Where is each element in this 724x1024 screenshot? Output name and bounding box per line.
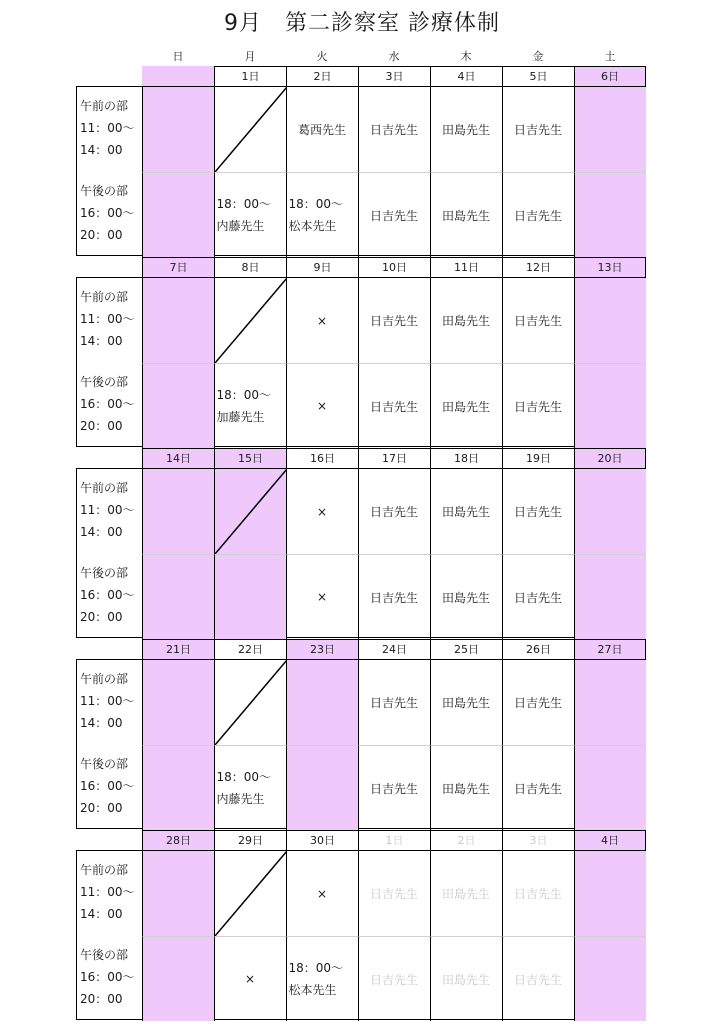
- week-block: [0, 830, 724, 1020]
- schedule-cell: [430, 87, 502, 172]
- schedule-cell-text: 田島先生: [441, 208, 490, 223]
- weekday-tue: 火: [316, 50, 328, 63]
- schedule-cell-text: 田島先生: [441, 972, 490, 987]
- schedule-cell-text: 日吉先生: [513, 505, 562, 519]
- session-label-pm: [77, 745, 143, 830]
- date-cell: [142, 66, 214, 86]
- date-cell: 5日: [502, 66, 574, 86]
- session-label-am: [77, 469, 143, 554]
- date-cell: 11日: [430, 257, 502, 277]
- schedule-cell-text: 日吉先生: [369, 314, 418, 328]
- schedule-cell: [286, 851, 358, 936]
- schedule-cell: [574, 469, 646, 554]
- date-cell: 9日: [286, 257, 358, 277]
- session-label-line: 午後の部: [80, 184, 129, 198]
- date-row: [142, 257, 646, 277]
- schedule-cell: [430, 363, 502, 448]
- schedule-cell: [286, 363, 358, 448]
- schedule-cell: [502, 469, 574, 554]
- schedule-cell-text: 田島先生: [441, 590, 490, 605]
- date-cell: 23日: [286, 639, 358, 659]
- schedule-cell: [502, 172, 574, 257]
- schedule-cell: [142, 278, 214, 363]
- session-label-line: 11：00～: [80, 121, 135, 135]
- schedule-cell: [214, 87, 286, 172]
- date-cell: 10日: [358, 257, 430, 277]
- schedule-cell: [214, 851, 286, 936]
- session-label-line: 14：00: [80, 716, 123, 730]
- session-label-pm: [77, 554, 143, 639]
- date-cell: 28日: [142, 830, 214, 850]
- date-cell: 18日: [430, 448, 502, 468]
- week-block: [0, 448, 724, 638]
- schedule-cell-text: 田島先生: [441, 399, 490, 414]
- date-cell: 13日: [574, 257, 646, 277]
- schedule-cell-text: 日吉先生: [513, 887, 562, 901]
- weekday-wed: 水: [388, 50, 400, 63]
- schedule-cell-text: 田島先生: [441, 781, 490, 796]
- schedule-cell: [214, 660, 286, 745]
- schedule-cell: [574, 87, 646, 172]
- session-label-line: 11：00～: [80, 885, 135, 899]
- schedule-cell: [214, 278, 286, 363]
- date-cell: 2日: [286, 66, 358, 86]
- schedule-cell-text: 日吉先生: [369, 887, 418, 901]
- schedule-cell: [142, 469, 214, 554]
- schedule-cell: [142, 172, 214, 257]
- session-label-line: 11：00～: [80, 694, 135, 708]
- date-cell: 14日: [142, 448, 214, 468]
- schedule-cell: [142, 660, 214, 745]
- session-label-line: 16：00～: [80, 588, 135, 602]
- date-cell: 1日: [358, 830, 430, 850]
- schedule-cell-text: 日吉先生: [369, 781, 418, 796]
- date-cell: 19日: [502, 448, 574, 468]
- schedule-cell: [430, 278, 502, 363]
- date-cell: 12日: [502, 257, 574, 277]
- session-label-pm: [77, 363, 143, 448]
- schedule-cell-text: 日吉先生: [369, 123, 418, 137]
- schedule-cell: [574, 172, 646, 257]
- schedule-cell-text: ×: [316, 504, 328, 519]
- schedule-cell-text: 葛西先生: [297, 123, 346, 137]
- session-label-line: 14：00: [80, 907, 123, 921]
- date-cell: 4日: [430, 66, 502, 86]
- schedule-cell-text: 田島先生: [441, 696, 490, 710]
- date-cell: 3日: [358, 66, 430, 86]
- week-block: [0, 66, 724, 256]
- schedule-cell: [286, 936, 358, 1021]
- schedule-cell-text: 日吉先生: [513, 314, 562, 328]
- closed-slash-icon: [215, 469, 287, 554]
- schedule-cell-text: 日吉先生: [369, 696, 418, 710]
- schedule-cell: [430, 660, 502, 745]
- schedule-cell-text: 日吉先生: [513, 590, 562, 605]
- schedule-cell: [574, 936, 646, 1021]
- session-label-line: 20：00: [80, 610, 123, 624]
- schedule-cell-text: 18：00～ 内藤先生: [216, 770, 272, 806]
- date-cell: 6日: [574, 66, 646, 86]
- date-cell: 21日: [142, 639, 214, 659]
- schedule-cell: [502, 278, 574, 363]
- date-cell: 1日: [214, 66, 286, 86]
- schedule-cell-text: ×: [316, 313, 328, 328]
- closed-slash-icon: [215, 851, 287, 936]
- schedule-cell: [430, 554, 502, 639]
- weekday-fri: 金: [532, 50, 544, 63]
- schedule-cell: [142, 554, 214, 639]
- date-cell: 4日: [574, 830, 646, 850]
- date-cell: 15日: [214, 448, 286, 468]
- schedule-cell: [358, 745, 430, 830]
- schedule-cell: [358, 87, 430, 172]
- schedule-cell-text: 日吉先生: [513, 399, 562, 414]
- session-label-line: 16：00～: [80, 206, 135, 220]
- schedule-cell: [502, 87, 574, 172]
- week-block: [0, 257, 724, 447]
- schedule-cell-text: 日吉先生: [513, 781, 562, 796]
- session-label-line: 午後の部: [80, 757, 129, 771]
- schedule-cell-text: ×: [316, 399, 328, 413]
- schedule-cell: [574, 363, 646, 448]
- session-label-line: 20：00: [80, 419, 123, 433]
- date-row: [142, 639, 646, 659]
- date-cell: 16日: [286, 448, 358, 468]
- date-cell: 17日: [358, 448, 430, 468]
- weekday-header: [142, 48, 646, 64]
- session-label-line: 16：00～: [80, 970, 135, 984]
- session-label-line: 20：00: [80, 228, 123, 242]
- session-label-line: 午後の部: [80, 375, 129, 389]
- schedule-cell-text: 日吉先生: [369, 972, 418, 987]
- schedule-cell: [430, 851, 502, 936]
- session-label-am: [77, 851, 143, 936]
- schedule-cell-text: 18：00～ 松本先生: [288, 197, 344, 233]
- schedule-cell-text: 田島先生: [441, 123, 490, 137]
- schedule-cell-text: 18：00～ 内藤先生: [216, 197, 272, 233]
- session-label-line: 午前の部: [80, 99, 129, 113]
- schedule-cell: [286, 745, 358, 830]
- session-label-line: 午前の部: [80, 290, 129, 304]
- weekday-mon: 月: [244, 50, 256, 63]
- schedule-cell-text: 日吉先生: [513, 972, 562, 987]
- schedule-cell-text: ×: [316, 590, 328, 604]
- schedule-cell: [142, 87, 214, 172]
- session-label-line: 14：00: [80, 525, 123, 539]
- session-label-line: 午前の部: [80, 672, 129, 686]
- schedule-cell: [142, 363, 214, 448]
- session-label-line: 14：00: [80, 334, 123, 348]
- schedule-cell-text: 田島先生: [441, 887, 490, 901]
- date-cell: 25日: [430, 639, 502, 659]
- schedule-cell: [286, 660, 358, 745]
- schedule-cell: [286, 469, 358, 554]
- session-label-am: [77, 660, 143, 745]
- date-cell: 8日: [214, 257, 286, 277]
- date-row: [142, 448, 646, 468]
- schedule-cell: [358, 469, 430, 554]
- schedule-cell-text: 日吉先生: [513, 123, 562, 137]
- schedule-cell: [358, 936, 430, 1021]
- schedule-cell-text: 日吉先生: [369, 208, 418, 223]
- schedule-cell-text: ×: [244, 972, 256, 986]
- weekday-sat: 土: [604, 50, 616, 63]
- schedule-cell-text: 田島先生: [441, 314, 490, 328]
- page-title: 9月 第二診察室 診療体制: [224, 11, 500, 36]
- date-cell: 29日: [214, 830, 286, 850]
- session-label-line: 20：00: [80, 801, 123, 815]
- date-cell: 24日: [358, 639, 430, 659]
- schedule-cell: [214, 936, 286, 1021]
- date-cell: 22日: [214, 639, 286, 659]
- schedule-cell: [502, 554, 574, 639]
- week-body: [76, 277, 646, 447]
- session-label-line: 午前の部: [80, 863, 129, 877]
- date-cell: 7日: [142, 257, 214, 277]
- schedule-cell: [286, 278, 358, 363]
- week-body: [76, 468, 646, 638]
- schedule-cell: [574, 660, 646, 745]
- schedule-cell-text: 18：00～ 加藤先生: [216, 388, 272, 424]
- schedule-cell: [286, 554, 358, 639]
- schedule-cell-text: 日吉先生: [513, 696, 562, 710]
- session-label-line: 午後の部: [80, 566, 129, 580]
- date-row: [142, 830, 646, 850]
- session-label-line: 午前の部: [80, 481, 129, 495]
- schedule-cell: [358, 554, 430, 639]
- schedule-cell: [502, 745, 574, 830]
- week-block: [0, 639, 724, 829]
- weekday-sun: 日: [172, 50, 184, 63]
- week-body: [76, 659, 646, 829]
- schedule-cell: [358, 278, 430, 363]
- schedule-cell: [214, 469, 286, 554]
- schedule-cell: [502, 363, 574, 448]
- schedule-cell: [430, 172, 502, 257]
- schedule-cell: [214, 172, 286, 257]
- closed-slash-icon: [215, 87, 287, 172]
- date-cell: 27日: [574, 639, 646, 659]
- date-cell: 3日: [502, 830, 574, 850]
- schedule-cell: [142, 851, 214, 936]
- session-label-am: [77, 87, 143, 172]
- schedule-cell-text: 田島先生: [441, 505, 490, 519]
- schedule-cell: [502, 660, 574, 745]
- session-label-line: 11：00～: [80, 503, 135, 517]
- date-cell: 20日: [574, 448, 646, 468]
- session-label-line: 20：00: [80, 992, 123, 1006]
- date-cell: 2日: [430, 830, 502, 850]
- schedule-cell-text: 18：00～ 松本先生: [288, 961, 344, 997]
- schedule-cell: [142, 936, 214, 1021]
- schedule-cell: [358, 172, 430, 257]
- schedule-cell: [430, 745, 502, 830]
- schedule-cell-text: 日吉先生: [513, 208, 562, 223]
- schedule-cell: [574, 278, 646, 363]
- session-label-pm: [77, 172, 143, 257]
- schedule-cell: [286, 172, 358, 257]
- closed-slash-icon: [215, 278, 287, 363]
- session-label-line: 16：00～: [80, 779, 135, 793]
- schedule-cell: [574, 851, 646, 936]
- schedule-cell: [358, 660, 430, 745]
- schedule-cell: [214, 363, 286, 448]
- schedule-cell-text: 日吉先生: [369, 399, 418, 414]
- date-cell: 30日: [286, 830, 358, 850]
- schedule-cell: [286, 87, 358, 172]
- schedule-cell: [358, 363, 430, 448]
- schedule-cell: [358, 851, 430, 936]
- date-cell: 26日: [502, 639, 574, 659]
- date-row: [142, 66, 646, 86]
- schedule-cell-text: ×: [316, 886, 328, 901]
- schedule-cell: [214, 745, 286, 830]
- schedule-cell: [574, 554, 646, 639]
- closed-slash-icon: [215, 660, 287, 745]
- schedule-cell-text: 日吉先生: [369, 505, 418, 519]
- session-label-line: 午後の部: [80, 948, 129, 962]
- weekday-thu: 木: [460, 50, 472, 63]
- session-label-am: [77, 278, 143, 363]
- session-label-pm: [77, 936, 143, 1021]
- week-body: [76, 86, 646, 256]
- schedule-cell: [430, 936, 502, 1021]
- schedule-cell-text: 日吉先生: [369, 590, 418, 605]
- session-label-line: 11：00～: [80, 312, 135, 326]
- schedule-cell: [214, 554, 286, 639]
- schedule-cell: [574, 745, 646, 830]
- session-label-line: 16：00～: [80, 397, 135, 411]
- schedule-cell: [502, 851, 574, 936]
- session-label-line: 14：00: [80, 143, 123, 157]
- schedule-cell: [502, 936, 574, 1021]
- schedule-cell: [430, 469, 502, 554]
- schedule-cell: [142, 745, 214, 830]
- week-body: [76, 850, 646, 1020]
